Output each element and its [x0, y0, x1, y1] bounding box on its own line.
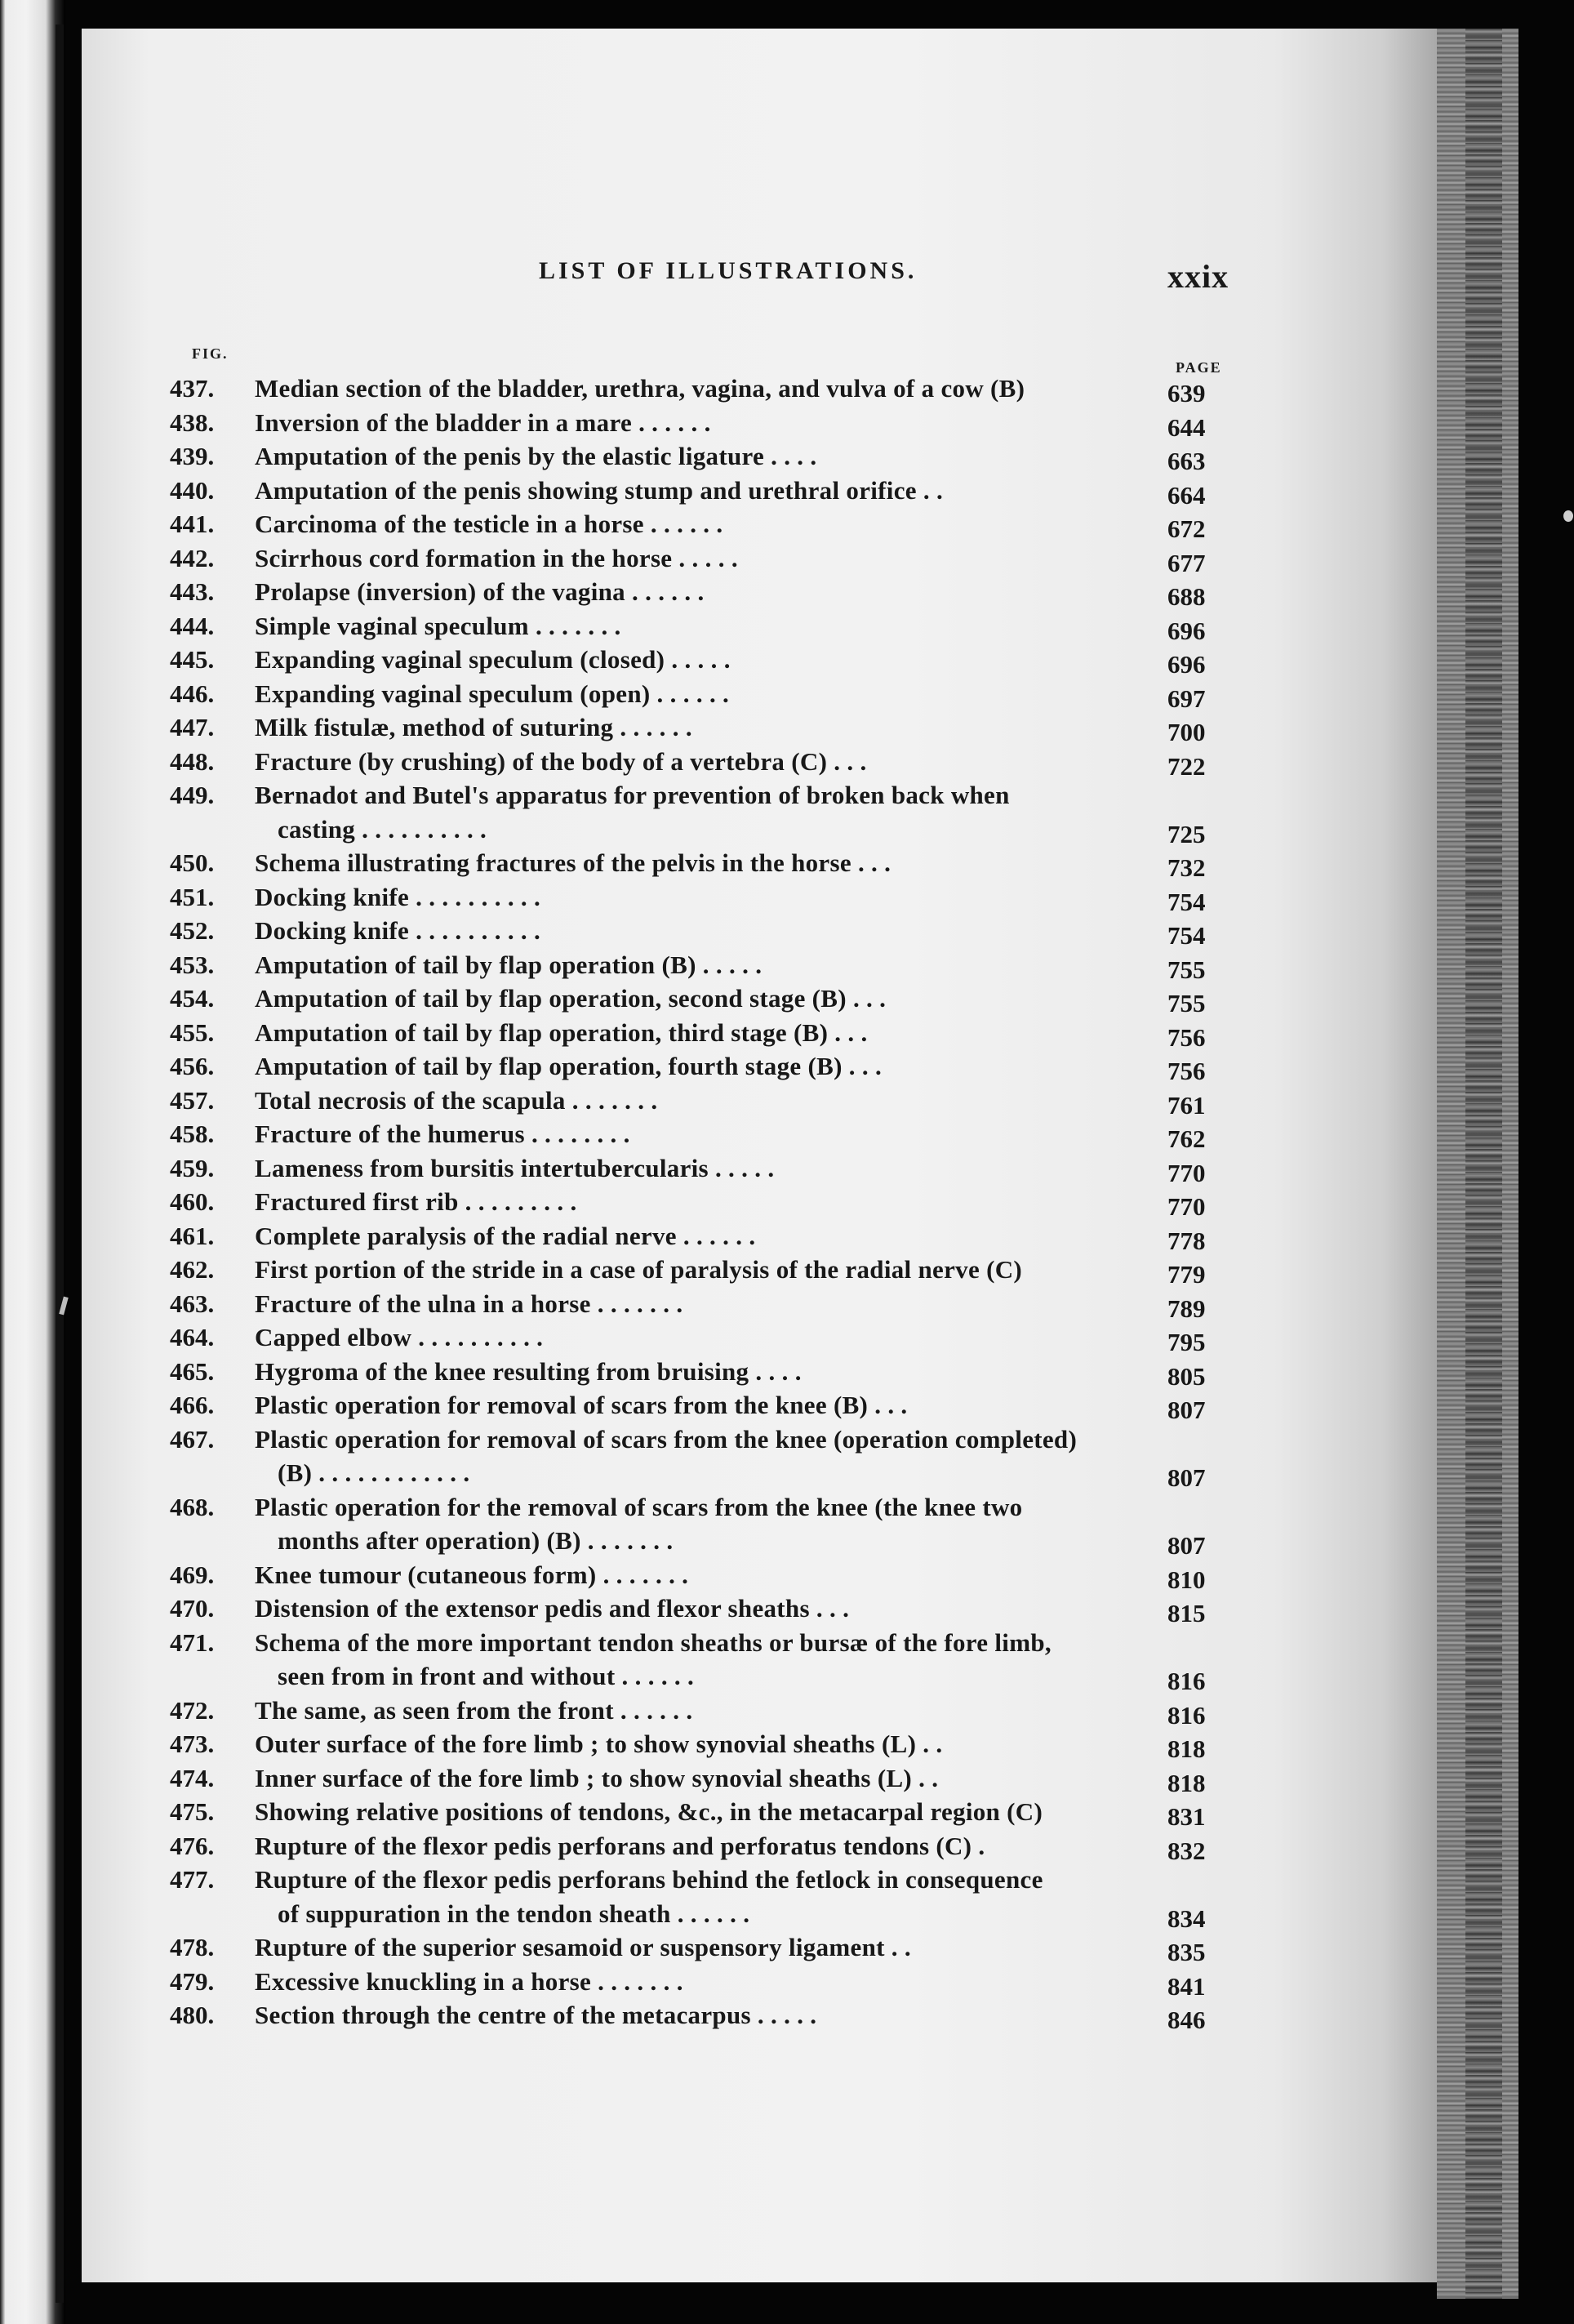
- list-item: [82, 1863, 1437, 1933]
- figure-caption: [255, 643, 1206, 677]
- figure-caption: [255, 880, 1206, 915]
- list-item: [82, 1694, 1437, 1728]
- caption-line: Section through the centre of the metacarpus . . . . .: [255, 2001, 817, 2029]
- figure-caption: [255, 846, 1206, 880]
- caption-line: Fractured first rib . . . . . . . . .: [255, 1187, 577, 1216]
- figure-caption: [255, 948, 1206, 982]
- figure-caption: [255, 1151, 1206, 1186]
- figure-number: 438.: [170, 407, 215, 437]
- figure-page-number: 832: [1167, 1836, 1206, 1865]
- list-item: [82, 1049, 1437, 1084]
- book-page: [82, 29, 1437, 2282]
- figure-page-number: 755: [1167, 955, 1206, 984]
- figure-number: 476.: [170, 1831, 215, 1860]
- figure-number: 442.: [170, 543, 215, 572]
- caption-line: Amputation of the penis by the elastic ligature . . . .: [255, 442, 817, 470]
- figure-number: 467.: [170, 1424, 215, 1454]
- list-item: [82, 643, 1437, 677]
- figure-number: 441.: [170, 510, 215, 538]
- caption-line: Plastic operation for removal of scars from the knee (B) . . .: [255, 1391, 908, 1419]
- figure-caption: [255, 474, 1206, 508]
- list-item: [82, 982, 1437, 1016]
- list-item: [82, 710, 1437, 745]
- caption-line: casting . . . . . . . . . .: [278, 814, 487, 844]
- figure-number: 445.: [170, 645, 215, 674]
- figure-page-number: 696: [1167, 650, 1206, 679]
- figure-caption: [255, 745, 1206, 779]
- figure-number: 457.: [170, 1085, 215, 1115]
- figure-caption: [255, 406, 1206, 440]
- figure-page-number: 805: [1167, 1361, 1206, 1391]
- column-headers: [82, 323, 1437, 376]
- figure-page-number: 672: [1167, 514, 1206, 543]
- figure-number: 452.: [170, 916, 215, 945]
- list-item: [82, 1626, 1437, 1694]
- illustration-list: [82, 372, 1437, 2032]
- figure-caption: [255, 372, 1206, 406]
- figure-page-number: 846: [1167, 2006, 1206, 2034]
- list-item: [82, 1829, 1437, 1863]
- figure-caption: [255, 1016, 1206, 1050]
- figure-page-number: 663: [1167, 447, 1206, 475]
- figure-number: 440.: [170, 475, 215, 505]
- figure-page-number: 841: [1167, 1971, 1206, 2001]
- figure-caption: [255, 1084, 1206, 1118]
- list-item: [82, 1016, 1437, 1050]
- caption-line: Docking knife . . . . . . . . . .: [255, 882, 541, 911]
- caption-line: Schema of the more important tendon sheaths or bursæ of the fore limb,: [255, 1627, 1052, 1657]
- caption-line: Milk fistulæ, method of suturing . . . . . .: [255, 713, 692, 741]
- caption-line: First portion of the stride in a case of paralysis of the radial nerve (C): [255, 1255, 1023, 1284]
- figure-number: 458.: [170, 1120, 215, 1148]
- caption-line: Lameness from bursitis intertubercularis . . . . .: [255, 1153, 775, 1182]
- caption-line: (B) . . . . . . . . . . . .: [278, 1458, 470, 1487]
- caption-line: Outer surface of the fore limb ; to show synovial sheaths (L) . .: [255, 1730, 943, 1758]
- figure-number: 480.: [170, 2001, 215, 2029]
- figure-number: 460.: [170, 1187, 215, 1216]
- figure-caption: [255, 1185, 1206, 1219]
- figure-caption: [255, 507, 1206, 541]
- figure-page-number: 677: [1167, 548, 1206, 577]
- figure-number: 469.: [170, 1560, 215, 1589]
- figure-caption: [255, 914, 1206, 948]
- figure-page-number: 818: [1167, 1768, 1206, 1797]
- figure-caption: [255, 677, 1206, 711]
- figure-caption: [255, 1422, 1206, 1490]
- figure-page-number: 700: [1167, 718, 1206, 746]
- list-item: [82, 406, 1437, 440]
- caption-line: Rupture of the superior sesamoid or suspensory ligament . .: [255, 1933, 911, 1961]
- figure-caption: [255, 1965, 1206, 1999]
- figure-page-number: 725: [1167, 819, 1206, 848]
- caption-line: Scirrhous cord formation in the horse . . . . .: [255, 543, 738, 572]
- figure-page-number: 762: [1167, 1124, 1206, 1153]
- caption-line: of suppuration in the tendon sheath . . . . . .: [278, 1899, 750, 1928]
- figure-page-number: 810: [1167, 1565, 1206, 1594]
- caption-line: The same, as seen from the front . . . . . .: [255, 1695, 693, 1725]
- figure-page-number: 754: [1167, 887, 1206, 916]
- caption-line: Distension of the extensor pedis and flexor sheaths . . .: [255, 1594, 850, 1623]
- figure-page-number: 761: [1167, 1090, 1206, 1120]
- figure-number: 470.: [170, 1594, 215, 1623]
- figure-number: 461.: [170, 1221, 215, 1250]
- figure-caption: [255, 1592, 1206, 1626]
- figure-page-number: 807: [1167, 1396, 1206, 1424]
- figure-caption: [255, 1490, 1206, 1558]
- figure-caption: [255, 1355, 1206, 1389]
- figure-page-number: 770: [1167, 1192, 1206, 1221]
- figure-page-number: 789: [1167, 1293, 1206, 1323]
- caption-line: Amputation of tail by flap operation, second stage (B) . . .: [255, 984, 887, 1013]
- figure-number: 448.: [170, 746, 215, 776]
- caption-line: months after operation) (B) . . . . . . .: [278, 1526, 674, 1555]
- caption-line: Excessive knuckling in a horse . . . . . . .: [255, 1966, 683, 1996]
- list-item: [82, 880, 1437, 915]
- list-item: [82, 1151, 1437, 1186]
- caption-line: Capped elbow . . . . . . . . . .: [255, 1323, 544, 1351]
- figure-caption: [255, 1863, 1206, 1930]
- figure-caption: [255, 1388, 1206, 1422]
- list-item: [82, 914, 1437, 948]
- list-item: [82, 575, 1437, 609]
- figure-caption: [255, 1320, 1206, 1355]
- figure-caption: [255, 1049, 1206, 1084]
- figure-number: 446.: [170, 679, 215, 708]
- list-item: [82, 1320, 1437, 1355]
- caption-line: Prolapse (inversion) of the vagina . . . . . .: [255, 577, 705, 606]
- caption-line: Fracture (by crushing) of the body of a vertebra (C) . . .: [255, 746, 867, 776]
- caption-line: Fracture of the humerus . . . . . . . .: [255, 1120, 630, 1148]
- figure-number: 449.: [170, 781, 215, 809]
- caption-line: Rupture of the flexor pedis perforans behind the fetlock in consequence: [255, 1865, 1043, 1894]
- figure-page-number: 688: [1167, 582, 1206, 611]
- figure-page-number: 795: [1167, 1328, 1206, 1356]
- figure-page-number: 818: [1167, 1734, 1206, 1763]
- figure-caption: [255, 1761, 1206, 1796]
- figure-number: 474.: [170, 1763, 215, 1792]
- list-item: [82, 1287, 1437, 1321]
- figure-caption: [255, 1219, 1206, 1253]
- gutter-shadow: [56, 24, 64, 2303]
- caption-line: Schema illustrating fractures of the pelvis in the horse . . .: [255, 848, 891, 877]
- caption-line: Median section of the bladder, urethra, vagina, and vulva of a cow (B): [255, 374, 1025, 403]
- figure-page-number: 834: [1167, 1903, 1206, 1933]
- figure-number: 454.: [170, 984, 215, 1013]
- figure-page-number: 756: [1167, 1057, 1206, 1085]
- figure-number: 463.: [170, 1289, 215, 1318]
- caption-line: Simple vaginal speculum . . . . . . .: [255, 611, 621, 640]
- figure-page-number: 664: [1167, 480, 1206, 510]
- figure-page-number: 779: [1167, 1260, 1206, 1289]
- figure-caption: [255, 1998, 1206, 2032]
- list-item: [82, 1084, 1437, 1118]
- caption-line: Knee tumour (cutaneous form) . . . . . . .: [255, 1560, 689, 1589]
- figure-page-number: 770: [1167, 1158, 1206, 1187]
- list-item: [82, 677, 1437, 711]
- figure-number: 479.: [170, 1966, 215, 1996]
- list-item: [82, 1388, 1437, 1422]
- figure-page-number: 816: [1167, 1667, 1206, 1695]
- caption-line: Fracture of the ulna in a horse . . . . . . .: [255, 1289, 683, 1318]
- figure-page-number: 831: [1167, 1802, 1206, 1831]
- caption-line: seen from in front and without . . . . . .: [278, 1662, 695, 1690]
- figure-page-number: 807: [1167, 1463, 1206, 1492]
- figure-number: 462.: [170, 1255, 215, 1284]
- caption-line: Carcinoma of the testicle in a horse . . . . . .: [255, 510, 723, 538]
- figure-caption: [255, 1795, 1206, 1829]
- figure-number: 475.: [170, 1797, 215, 1826]
- list-item: [82, 609, 1437, 643]
- list-item: [82, 1253, 1437, 1287]
- figure-number: 466.: [170, 1391, 215, 1419]
- list-item: [82, 1355, 1437, 1389]
- caption-line: Inversion of the bladder in a mare . . . . . .: [255, 407, 711, 437]
- figure-caption: [255, 1287, 1206, 1321]
- list-item: [82, 1965, 1437, 1999]
- figure-page-number: 756: [1167, 1022, 1206, 1052]
- figure-caption: [255, 575, 1206, 609]
- list-item: [82, 1930, 1437, 1965]
- fig-column-header: FIG.: [192, 345, 229, 362]
- caption-line: Hygroma of the knee resulting from bruising . . . .: [255, 1356, 802, 1386]
- caption-line: Amputation of tail by flap operation (B) . . . . .: [255, 950, 763, 979]
- page-column-header: PAGE: [1176, 359, 1222, 376]
- figure-number: 477.: [170, 1865, 215, 1894]
- caption-line: Bernadot and Butel's apparatus for prevention of broken back when: [255, 781, 1010, 809]
- caption-line: Amputation of tail by flap operation, third stage (B) . . .: [255, 1017, 868, 1047]
- list-item: [82, 474, 1437, 508]
- figure-number: 450.: [170, 848, 215, 877]
- figure-caption: [255, 439, 1206, 474]
- figure-caption: [255, 1626, 1206, 1694]
- figure-caption: [255, 1930, 1206, 1965]
- list-item: [82, 1795, 1437, 1829]
- figure-number: 453.: [170, 950, 215, 979]
- figure-caption: [255, 710, 1206, 745]
- figure-number: 447.: [170, 713, 215, 741]
- list-item: [82, 372, 1437, 406]
- figure-page-number: 722: [1167, 751, 1206, 781]
- figure-number: 468.: [170, 1492, 215, 1521]
- scan-speck: [1563, 510, 1573, 522]
- list-item: [82, 1219, 1437, 1253]
- list-item: [82, 507, 1437, 541]
- caption-line: Plastic operation for removal of scars from the knee (operation completed): [255, 1424, 1078, 1454]
- caption-line: Amputation of tail by flap operation, fourth stage (B) . . .: [255, 1052, 883, 1080]
- figure-number: 456.: [170, 1052, 215, 1080]
- caption-line: Total necrosis of the scapula . . . . . . .: [255, 1085, 658, 1115]
- caption-line: Amputation of the penis showing stump and urethral orifice . .: [255, 475, 944, 505]
- figure-caption: [255, 1117, 1206, 1151]
- list-item: [82, 745, 1437, 779]
- figure-number: 472.: [170, 1695, 215, 1725]
- figure-number: 455.: [170, 1017, 215, 1047]
- figure-caption: [255, 541, 1206, 576]
- figure-page-number: 835: [1167, 1938, 1206, 1966]
- figure-caption: [255, 1253, 1206, 1287]
- figure-number: 464.: [170, 1323, 215, 1351]
- figure-number: 451.: [170, 882, 215, 911]
- figure-number: 465.: [170, 1356, 215, 1386]
- page-number: xxix: [1167, 258, 1229, 295]
- list-item: [82, 1422, 1437, 1490]
- figure-page-number: 815: [1167, 1599, 1206, 1627]
- figure-number: 444.: [170, 611, 215, 640]
- figure-number: 439.: [170, 442, 215, 470]
- figure-number: 443.: [170, 577, 215, 606]
- list-item: [82, 1761, 1437, 1796]
- figure-page-number: 754: [1167, 921, 1206, 950]
- book-spine-texture: [1465, 29, 1502, 2299]
- list-item: [82, 439, 1437, 474]
- list-item: [82, 1185, 1437, 1219]
- figure-page-number: 755: [1167, 989, 1206, 1017]
- list-item: [82, 1998, 1437, 2032]
- figure-page-number: 697: [1167, 683, 1206, 713]
- caption-line: Expanding vaginal speculum (closed) . . . . .: [255, 645, 731, 674]
- list-item: [82, 1558, 1437, 1592]
- list-item: [82, 1490, 1437, 1558]
- figure-number: 437.: [170, 374, 215, 403]
- list-item: [82, 1727, 1437, 1761]
- figure-number: 473.: [170, 1730, 215, 1758]
- caption-line: Complete paralysis of the radial nerve . . . . . .: [255, 1221, 756, 1250]
- figure-caption: [255, 1558, 1206, 1592]
- list-item: [82, 1592, 1437, 1626]
- figure-page-number: 644: [1167, 412, 1206, 442]
- figure-number: 478.: [170, 1933, 215, 1961]
- caption-line: Docking knife . . . . . . . . . .: [255, 916, 541, 945]
- list-item: [82, 1117, 1437, 1151]
- caption-line: Rupture of the flexor pedis perforans and perforatus tendons (C) .: [255, 1831, 985, 1860]
- figure-caption: [255, 1694, 1206, 1728]
- running-title: LIST OF ILLUSTRATIONS.: [539, 257, 918, 284]
- figure-page-number: 807: [1167, 1531, 1206, 1560]
- figure-page-number: 732: [1167, 853, 1206, 882]
- figure-number: 459.: [170, 1153, 215, 1182]
- caption-line: Showing relative positions of tendons, &c., in the metacarpal region (C): [255, 1797, 1043, 1826]
- caption-line: Plastic operation for the removal of scars from the knee (the knee two: [255, 1492, 1023, 1521]
- figure-caption: [255, 1727, 1206, 1761]
- running-head: [82, 257, 1437, 306]
- figure-page-number: 639: [1167, 379, 1206, 407]
- list-item: [82, 846, 1437, 880]
- figure-page-number: 778: [1167, 1226, 1206, 1255]
- figure-page-number: 816: [1167, 1700, 1206, 1730]
- figure-caption: [255, 609, 1206, 643]
- figure-caption: [255, 778, 1206, 846]
- caption-line: Inner surface of the fore limb ; to show synovial sheaths (L) . .: [255, 1763, 939, 1792]
- figure-number: 471.: [170, 1627, 215, 1657]
- caption-line: Expanding vaginal speculum (open) . . . . . .: [255, 679, 730, 708]
- figure-caption: [255, 1829, 1206, 1863]
- figure-page-number: 696: [1167, 616, 1206, 645]
- figure-caption: [255, 982, 1206, 1016]
- list-item: [82, 948, 1437, 982]
- list-item: [82, 778, 1437, 846]
- list-item: [82, 541, 1437, 576]
